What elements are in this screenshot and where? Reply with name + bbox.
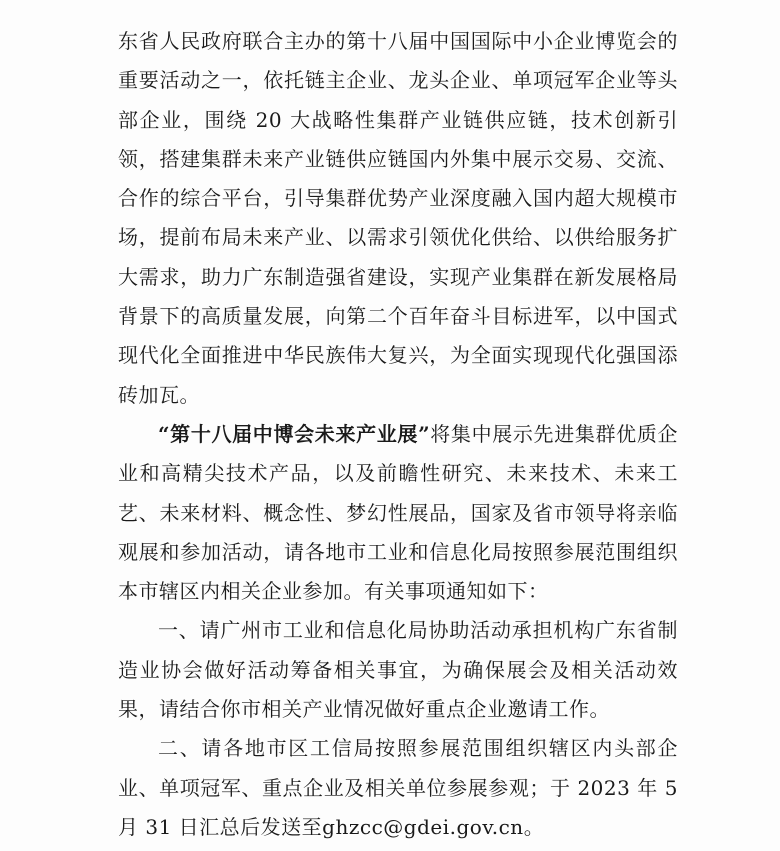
paragraph-4 [118, 729, 678, 847]
paragraph-2-lead: “第十八届中博会未来产业展” [158, 421, 431, 446]
paragraph-1-text: 东省人民政府联合主办的第十八届中国国际中小企业博览会的重要活动之一，依托链主企业、龙头企业、单项冠军企业等头部企业，围绕 20 大战略性集群产业链供应链，技术创新引领，搭建集群未来产业链供应链国内外集中展示交易、交流、合作的综合平台，引导集群优势产业深度融入国内超大规模市场，提前布局未来产业、以需求引领优化供给、以供给服务扩大需求，助力广东制造强省建设，实现产业集群在新发展格局背景下的高质量发展，向第二个百年奋斗目标进军，以中国式现代化全面推进中华民族伟大复兴，为全面实现现代化强国添砖加瓦。 [118, 29, 678, 407]
paragraph-1 [118, 22, 678, 415]
paragraph-3-text: 一、请广州市工业和信息化局协助活动承担机构广东省制造业协会做好活动筹备相关事宜，为确保展会及相关活动效果，请结合你市相关产业情况做好重点企业邀请工作。 [118, 618, 678, 722]
document-body [118, 22, 678, 847]
paragraph-2-text: 将集中展示先进集群优质企业和高精尖技术产品，以及前瞻性研究、未来技术、未来工艺、未来材料、概念性、梦幻性展品，国家及省市领导将亲临观展和参加活动，请各地市工业和信息化局按照参展范围组织本市辖区内相关企业参加。有关事项通知如下： [118, 421, 679, 604]
paragraph-4-text: 二、请各地市区工信局按照参展范围组织辖区内头部企业、单项冠军、重点企业及相关单位参展参观；于 2023 年 5 月 31 日汇总后发送至ghzcc@gdei.gov.cn。 [118, 736, 678, 839]
paragraph-2 [118, 415, 678, 611]
paragraph-3 [118, 611, 678, 729]
